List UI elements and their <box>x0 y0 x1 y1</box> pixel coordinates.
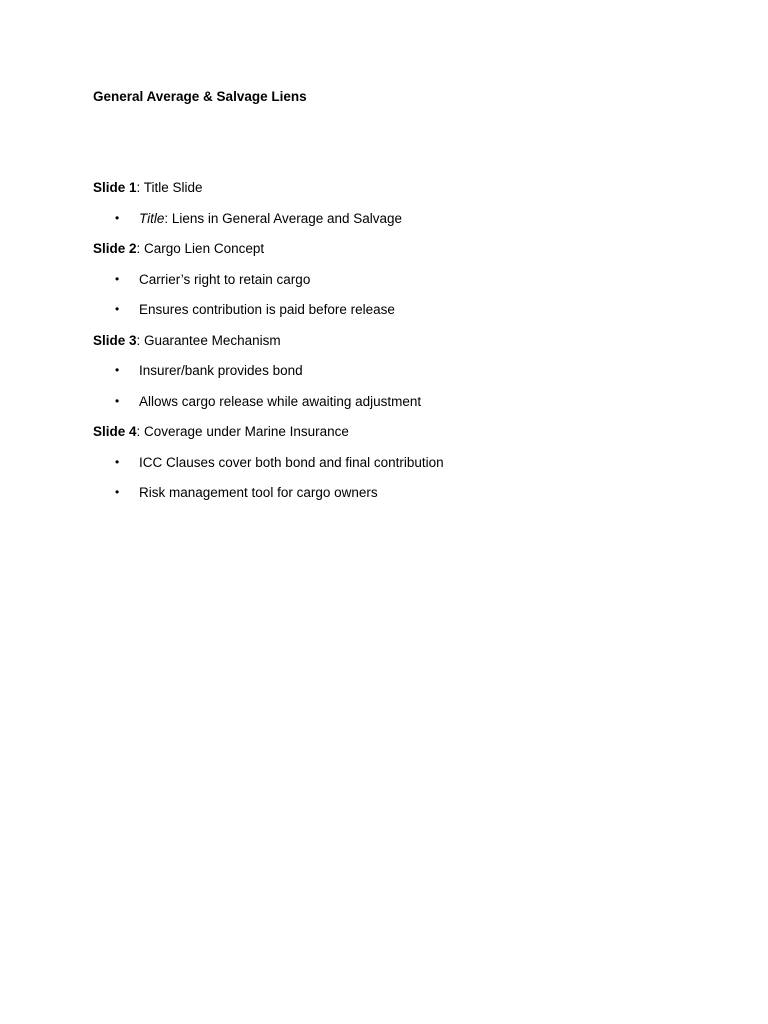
slide-label: Slide 4 <box>93 424 137 439</box>
bullet-icon: • <box>115 363 120 377</box>
bullet-icon: • <box>115 485 120 499</box>
list-item <box>93 484 693 501</box>
bullet-icon: • <box>115 393 120 408</box>
list-item <box>93 454 693 471</box>
bullet-icon: • <box>115 454 120 469</box>
slide-heading-text: : Cargo Lien Concept <box>136 241 265 256</box>
bullet-emphasis: Title <box>139 210 165 226</box>
slide-heading-4 <box>93 423 693 440</box>
bullet-text: Insurer/bank provides bond <box>139 363 303 378</box>
list-item <box>93 301 693 318</box>
list-item <box>93 362 693 379</box>
bullet-text: Allows cargo release while awaiting adjustment <box>139 393 422 409</box>
slide-heading-text: : Title Slide <box>136 180 203 195</box>
slide-label: Slide 3 <box>93 332 137 348</box>
slide-outline <box>93 179 693 515</box>
slide-heading-3 <box>93 332 693 349</box>
document-title: General Average & Salvage Liens <box>93 89 307 104</box>
bullet-text: Risk management tool for cargo owners <box>139 485 378 500</box>
bullet-icon: • <box>115 271 120 286</box>
slide-label: Slide 2 <box>93 241 137 256</box>
slide-label: Slide 1 <box>93 180 137 195</box>
bullet-text: Ensures contribution is paid before release <box>139 302 395 317</box>
bullet-text: ICC Clauses cover both bond and final contribution <box>139 454 444 470</box>
bullet-icon: • <box>115 302 120 316</box>
slide-heading-1 <box>93 179 693 196</box>
list-item <box>93 271 693 288</box>
list-item <box>93 210 693 227</box>
slide-heading-text: : Coverage under Marine Insurance <box>136 424 349 439</box>
bullet-text: Carrier’s right to retain cargo <box>139 271 311 287</box>
bullet-icon: • <box>115 210 120 225</box>
bullet-text: : Liens in General Average and Salvage <box>164 210 403 226</box>
slide-heading-2 <box>93 240 693 257</box>
slide-heading-text: : Guarantee Mechanism <box>136 332 281 348</box>
list-item <box>93 393 693 410</box>
